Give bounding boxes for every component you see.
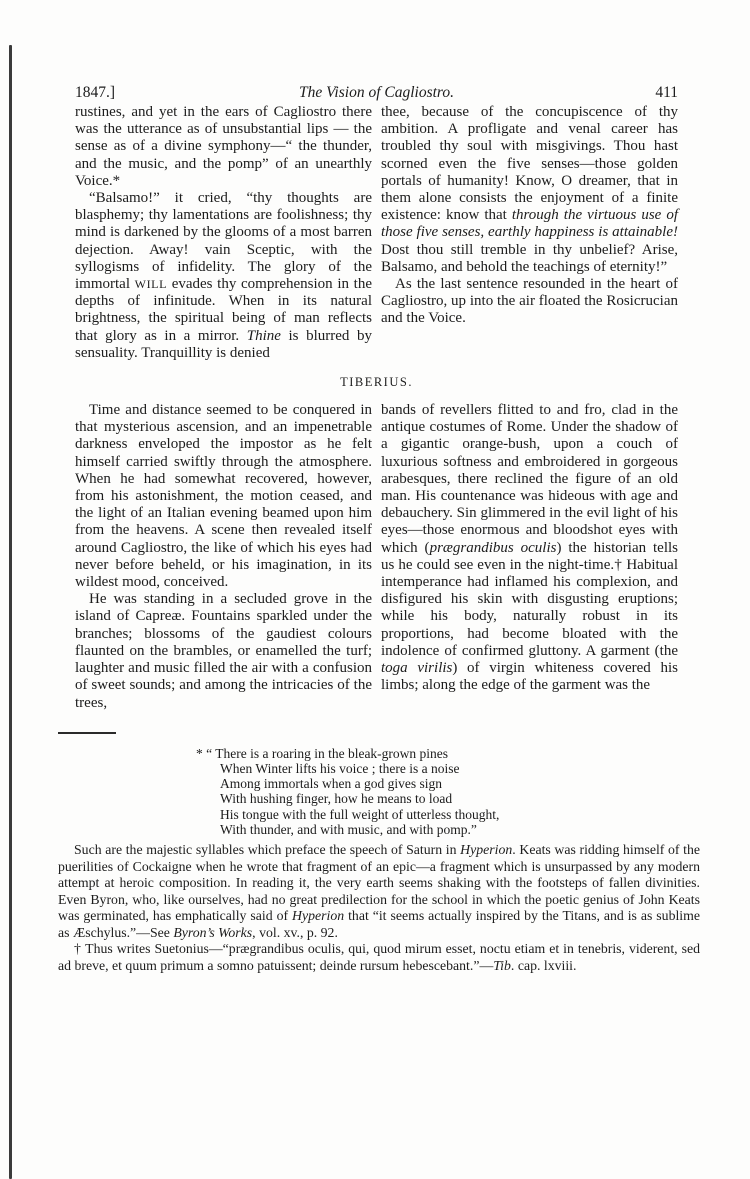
poem-line: With thunder, and with music, and with pomp.” [220,821,477,837]
text-segment: ) of virgin whiteness covered his limbs; along the edge of the garment was the [381,660,679,694]
text-segment: is blurred by sensuality. Tranquillity is denied [75,327,373,361]
footnote-poem-quotation [196,746,700,837]
section2-right-column [381,402,678,712]
text-segment: , vol. xv., p. 92. [252,924,338,940]
text-segment: Tib [493,958,511,974]
paragraph [75,190,372,362]
page-number: 411 [655,84,678,101]
section1-left-column [75,104,372,362]
section-heading-tiberius: TIBERIUS. [340,375,413,390]
section2-columns [75,402,678,712]
poem-line: His tongue with the full weight of utterless thought, [220,806,500,822]
poem-line: * “ There is a roaring in the bleak-grown pines [196,745,449,761]
text-segment: toga virilis [381,660,453,677]
text-segment: Thine [246,327,281,344]
text-segment: that “it seems actually inspired by the Titans, and is as sublime as Æschylus.”—See [58,908,700,940]
footnote-area [58,732,700,975]
scan-gutter-artifact [9,45,12,1179]
text-segment: WILL [134,277,168,292]
running-title: The Vision of Cagliostro. [298,84,454,101]
poem-line: Among immortals when a god gives sign [220,776,442,792]
text-segment: thee, because of the concupiscence of thy ambition. A profligate and venal career has troubled thy soul with misgivings. Thou hast scorned even the five senses—those golden portals of humanity! Know, O dreamer, that in them alone consists the enjoyment of a finite existence: know that [381,104,678,224]
text-segment: As the last sentence resounded in the heart of Cagliostro, up into the air floated the Rosicrucian and the Voice. [381,276,678,327]
text-segment: Hyperion [292,908,345,924]
section2-left-column [75,402,372,712]
page-body [75,104,678,712]
text-segment: Hyperion [460,841,513,857]
text-segment: Such are the majestic syllables which preface the speech of Saturn in [74,841,461,857]
footnote-separator-rule [58,732,116,734]
text-segment: . Keats was ridding himself of the puerilities of Cockaigne when he wrote that fragment of an epic—a fragment which is unsurpassed by any modern attempt at heroic composition. In reading it, the very earth seems shaking with the footsteps of fallen divinities. Even Byron, who, like ourselves, had no great predilection for the school in which the poetic genius of John Keats was germinated, has emphatically said of [58,841,701,924]
text-segment: rustines, and yet in the ears of Cagliostro there was the utterance as of unsubstantial lips — the sense as of a divine symphony—“ the thunder, and the music, and the pomp” of an unearthly Voice.* [75,104,372,189]
section1-columns [75,104,678,362]
section1-right-column [381,104,678,362]
paragraph [75,402,372,591]
text-segment: “Balsamo!” it cried, “thy thoughts are blasphemy; thy lamentations are foolishness; thy mind is darkened by the glooms of a most barren dejection. Away! vain Sceptic, with the syllogisms of infidelity. The glory of the immortal [75,190,372,293]
paragraph [381,402,678,694]
text-segment: . cap. lxviii. [510,958,577,974]
text-segment: bands of revellers flitted to and fro, clad in the antique costumes of Rome. Under the shadow of a gigantic orange-bush, upon a couch of luxurious softness and embroidered in gorgeous arabesques, there reclined the figure of an old man. His countenance was hideous with age and debauchery. Sin glimmered in the evil light of his eyes—those enormous and bloodshot eyes with which ( [381,402,678,556]
paragraph [75,104,372,190]
text-segment: Byron’s Works [173,924,253,940]
header-date: 1847.] [75,84,116,101]
paragraph [381,104,678,276]
text-segment: Time and distance seemed to be conquered in that mysterious ascension, and an impenetrable darkness enveloped the impostor as he felt himself carried swiftly through the atmosphere. When he had somewhat recovered, however, from his astonishment, the motion ceased, and the light of an Italian evening beamed upon him from the heavens. A scene then revealed itself around Cagliostro, the like of which his eyes had never before beheld, or his imagination, in its wildest mood, conceived. [75,402,372,591]
text-segment: † Thus writes Suetonius—“prægrandibus oculis, qui, quod mirum esset, noctu etiam et in tenebris, viderent, sed ad breve, et quum primum a somno patuissent; deinde rursum hebescebant.”— [58,941,700,974]
paragraph [58,842,700,942]
poem-line: When Winter lifts his voice ; there is a noise [220,760,460,776]
text-segment: Dost thou still tremble in thy unbelief? Arise, Balsamo, and behold the teachings of eternity!” [381,241,678,275]
paragraph [75,591,372,711]
text-segment: evades thy comprehension in the depths of infinitude. When in its natural brightness, the spiritual being of man reflects that glory as in a mirror. [75,276,372,344]
text-segment: ) the historian tells us he could see even in the night-time.† Habitual intemperance had inflamed his complexion, and disfigured his skin with disgusting eruptions; while his body, naturally robust in its proportions, had become bloated with the indolence of confirmed gluttony. A garment (the [381,539,679,659]
footnote-paragraphs [58,842,700,975]
poem-line: With hushing finger, how he means to load [220,791,453,807]
paragraph [381,276,678,328]
text-segment: He was standing in a secluded grove in the island of Capreæ. Fountains sparkled under the branches; blossoms of the gaudiest colours flaunted on the brambles, or enamelled the turf; laughter and music filled the air with a confusion of sweet sounds; and among the intricacies of the trees, [75,591,372,711]
page-header [75,84,678,102]
text-segment: prægrandibus oculis [429,539,557,556]
text-segment: through the virtuous use of those five senses, earthly happiness is attainable! [381,207,679,241]
paragraph [58,941,700,974]
